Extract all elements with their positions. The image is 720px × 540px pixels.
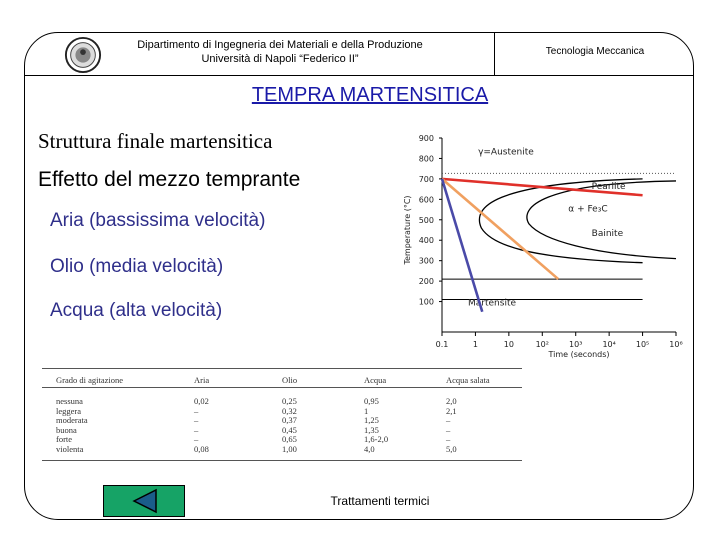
bullet-water: Acqua (alta velocità) <box>50 300 223 321</box>
x-tick-label: 10² <box>535 340 549 349</box>
y-tick-label: 200 <box>418 277 434 287</box>
x-tick-label: 1 <box>472 340 478 349</box>
y-tick-label: 700 <box>418 174 434 184</box>
cell-oil: 1,00 <box>282 443 297 454</box>
cell-agitation: leggera <box>56 405 82 416</box>
x-tick-label: 10⁵ <box>635 340 650 349</box>
cell-air: – <box>194 405 199 416</box>
header-divider <box>24 75 694 76</box>
x-tick-label: 10³ <box>569 340 583 349</box>
cell-water: 1,6-2,0 <box>364 434 389 444</box>
table-row <box>42 396 522 405</box>
university-seal-icon <box>64 36 102 74</box>
slide-title: TEMPRA MARTENSITICA <box>251 84 489 106</box>
col-air: Aria <box>194 375 210 385</box>
y-tick-label: 500 <box>418 215 434 225</box>
cell-agitation: buona <box>56 424 77 435</box>
col-agitation: Grado di agitazione <box>56 375 124 385</box>
y-axis-label: Temperature (°C) <box>403 195 412 265</box>
cell-water: 0,95 <box>364 396 379 406</box>
label-austenite: γ=Austenite <box>478 147 534 158</box>
cell-oil: 0,65 <box>282 434 297 444</box>
table-row <box>42 434 522 443</box>
cell-water: 1 <box>364 405 369 416</box>
subtitle-final-structure: Struttura finale martensitica <box>38 129 273 153</box>
cell-oil: 0,32 <box>282 405 297 416</box>
cell-air: 0,02 <box>194 396 209 406</box>
header-vertical-divider <box>494 32 495 76</box>
cell-salt-water: – <box>446 424 451 435</box>
col-salt-water: Acqua salata <box>446 375 490 385</box>
cell-water: 4,0 <box>364 443 375 454</box>
cell-salt-water: – <box>446 415 451 425</box>
cell-water: 1,35 <box>364 424 379 435</box>
table-row <box>42 406 522 415</box>
cell-air: 0,08 <box>194 443 209 454</box>
cell-air: – <box>194 424 199 435</box>
cell-salt-water: 2,0 <box>446 396 457 406</box>
cell-agitation: moderata <box>56 415 88 425</box>
table-row <box>42 425 522 434</box>
cell-salt-water: 2,1 <box>446 405 457 416</box>
quench-curve-acqua <box>442 179 482 312</box>
x-axis-label: Time (seconds) <box>548 350 610 359</box>
bullet-air: Aria (bassissima velocità) <box>50 210 266 231</box>
cell-agitation: violenta <box>56 443 84 454</box>
x-tick-label: 10 <box>503 340 514 349</box>
y-tick-label: 300 <box>418 256 434 266</box>
ttt-diagram <box>400 126 690 366</box>
y-tick-label: 400 <box>418 236 434 246</box>
col-water: Acqua <box>364 375 387 385</box>
triangle-left-icon <box>104 486 184 516</box>
table-header-row <box>42 375 522 384</box>
x-tick-label: 10⁴ <box>602 340 616 349</box>
back-button[interactable] <box>103 485 185 517</box>
col-oil: Olio <box>282 375 298 385</box>
y-tick-label: 100 <box>418 297 434 307</box>
cell-agitation: forte <box>56 434 73 444</box>
label-alpha-fe3c: α + Fe₃C <box>568 204 608 215</box>
x-tick-label: 0.1 <box>435 340 449 349</box>
cell-oil: 0,25 <box>282 396 297 406</box>
subtitle-quench-effect: Effetto del mezzo temprante <box>38 168 301 191</box>
cell-air: – <box>194 415 199 425</box>
footer-label: Trattamenti termici <box>330 494 430 508</box>
cell-salt-water: – <box>446 434 451 444</box>
y-tick-label: 800 <box>418 154 434 164</box>
label-pearlite: Pearlite <box>591 182 626 193</box>
table-row <box>42 415 522 424</box>
cell-oil: 0,45 <box>282 424 297 435</box>
y-tick-label: 900 <box>418 134 434 143</box>
quench-curve-olio <box>442 179 558 279</box>
cell-salt-water: 5,0 <box>446 443 457 454</box>
header-institution <box>110 38 450 66</box>
label-bainite: Bainite <box>591 229 624 240</box>
cell-oil: 0,37 <box>282 415 297 425</box>
bullet-oil: Olio (media velocità) <box>50 256 224 277</box>
cell-water: 1,25 <box>364 415 379 425</box>
header-line1: Dipartimento di Ingegneria dei Materiali e della Produzione <box>137 39 423 51</box>
cell-air: – <box>194 434 199 444</box>
cell-agitation: nessuna <box>56 396 83 406</box>
x-tick-label: 10⁶ <box>669 340 683 349</box>
course-name: Tecnologia Meccanica <box>545 46 645 57</box>
header-line2: Università di Napoli “Federico II” <box>201 53 359 65</box>
y-tick-label: 600 <box>418 195 434 205</box>
label-martensite: Martensite <box>468 298 517 309</box>
table-row <box>42 444 522 453</box>
